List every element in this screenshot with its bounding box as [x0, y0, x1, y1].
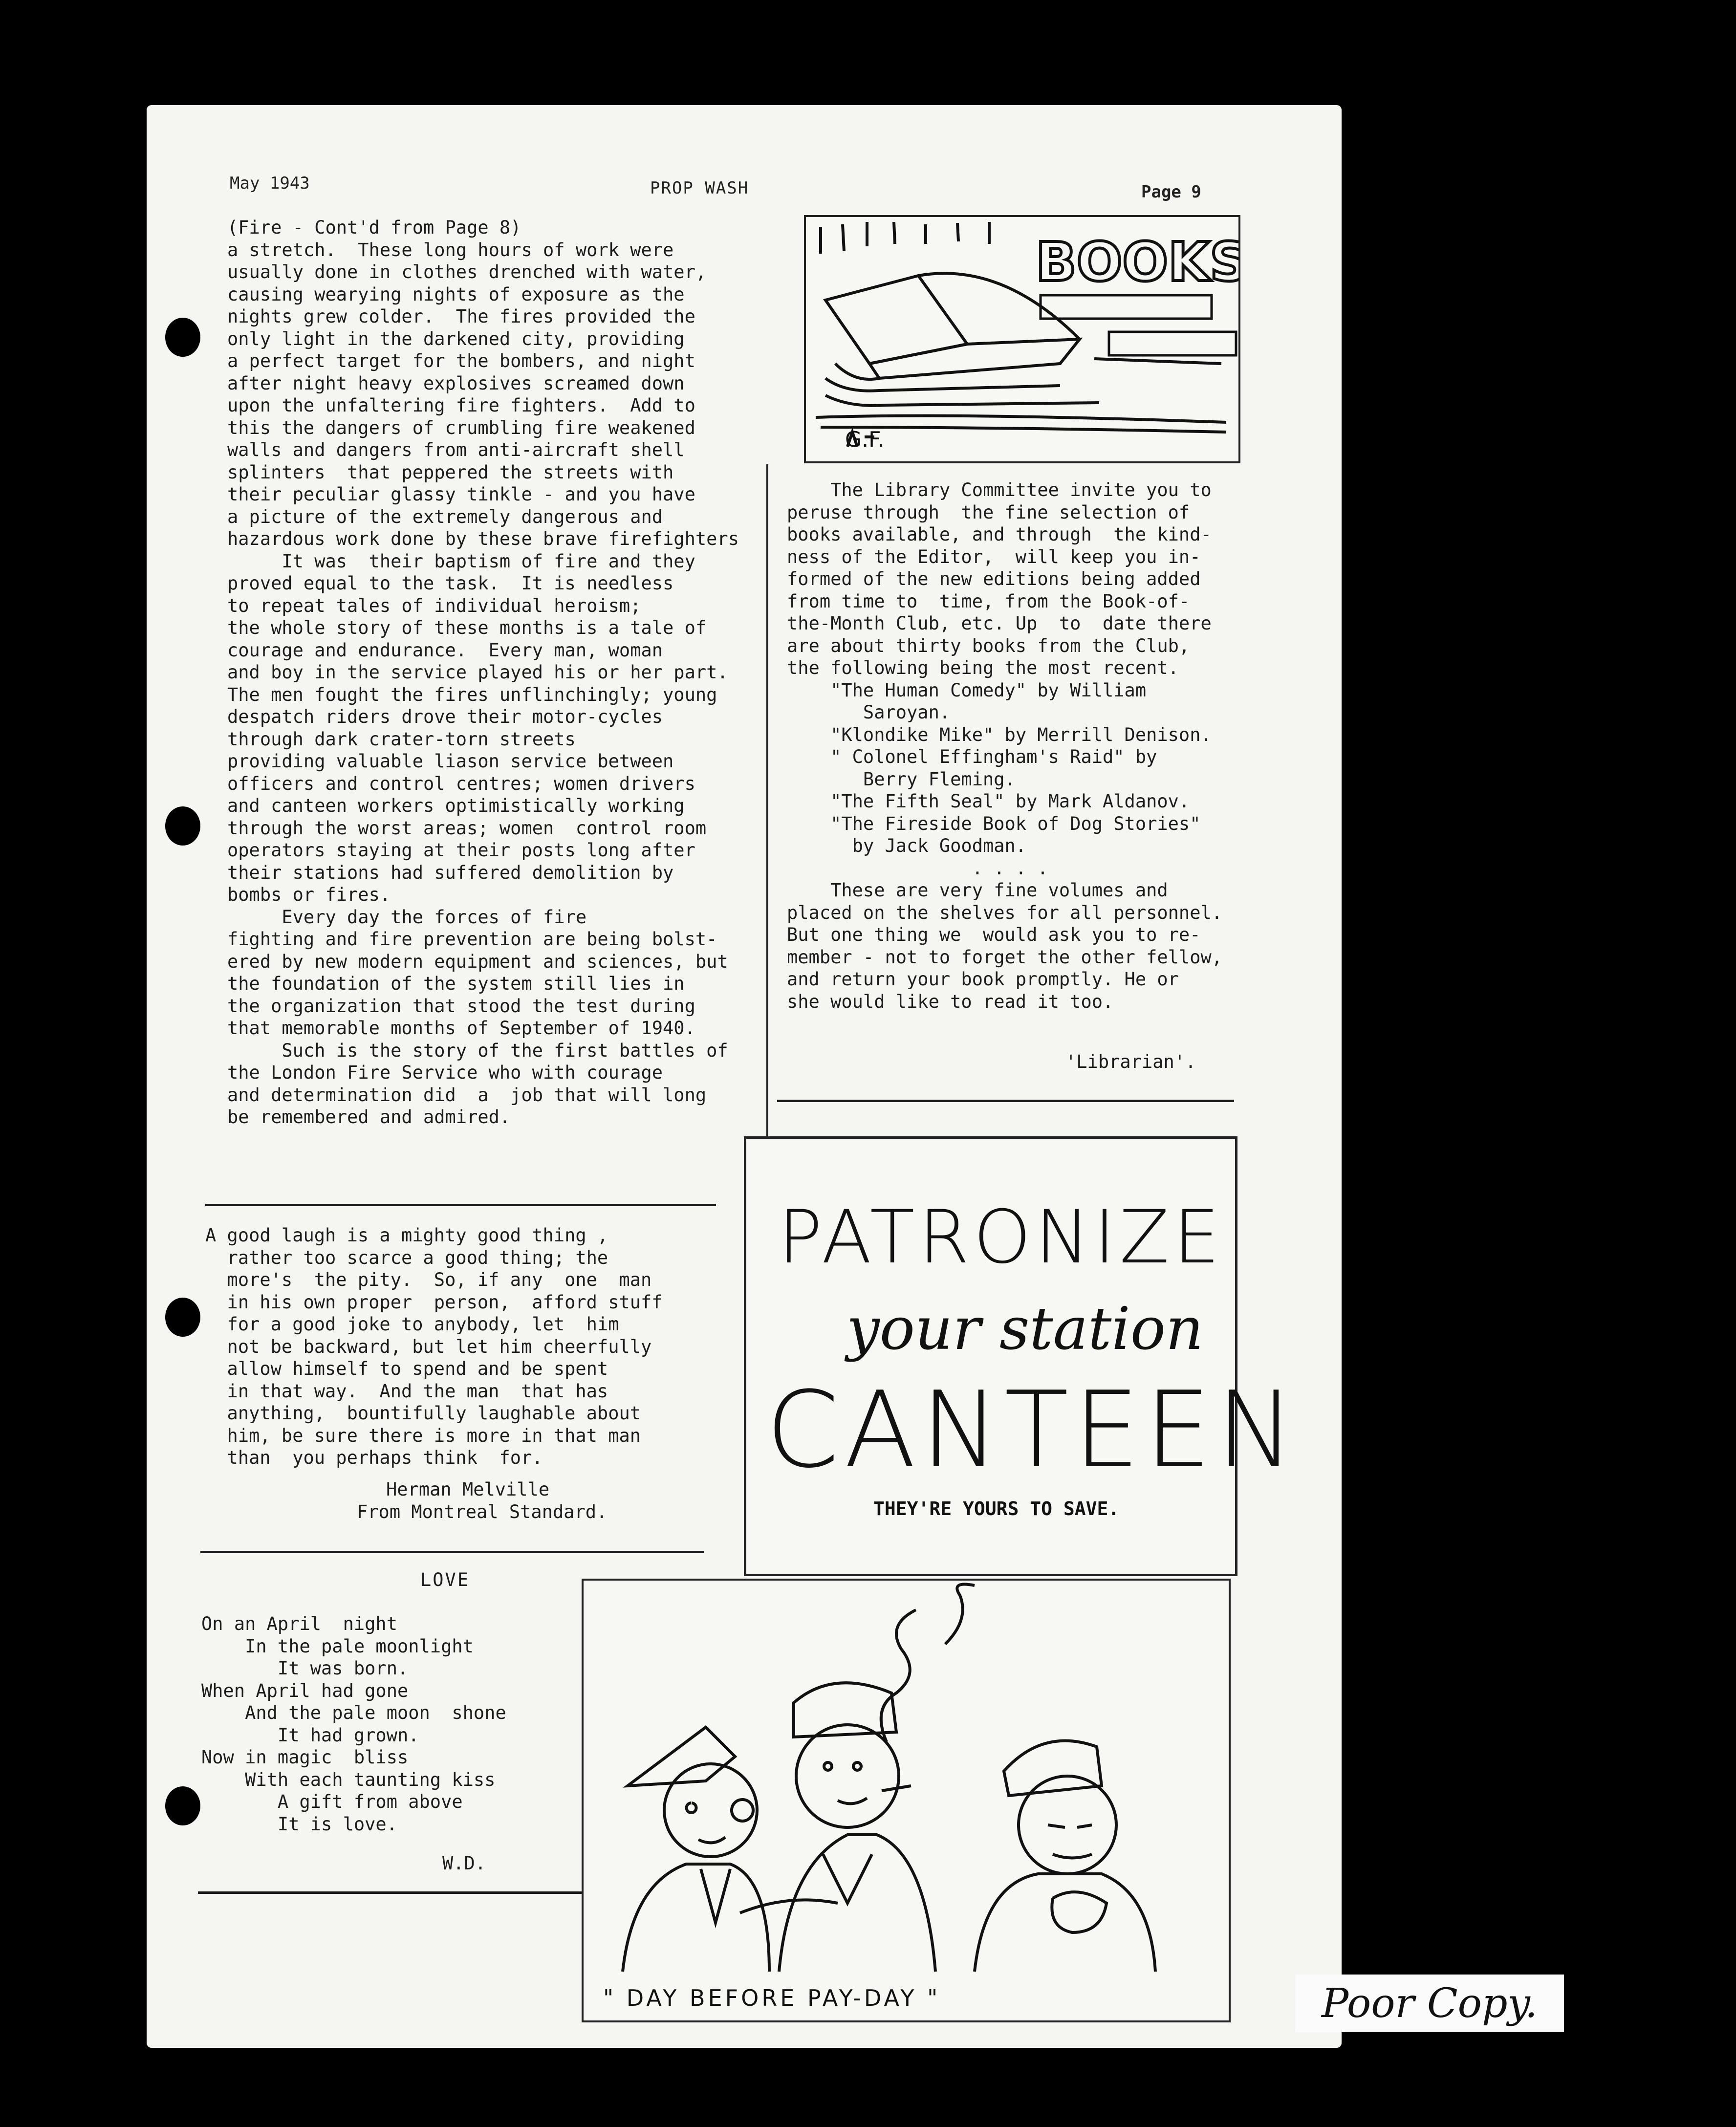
text-line: nights grew colder. The fires provided the [227, 306, 695, 327]
text-line: It was their baptism of fire and they [227, 550, 695, 572]
text-line: not be backward, but let him cheerfully [205, 1336, 652, 1357]
punch-hole [165, 318, 200, 357]
text-line: peruse through the fine selection of [787, 501, 1190, 523]
laugh-quote [205, 1224, 663, 1469]
text-line: for a good joke to anybody, let him [205, 1314, 619, 1335]
ad-script-line: your station [846, 1295, 1204, 1363]
text-line: than you perhaps think for. [205, 1447, 543, 1468]
text-line: It was born. [201, 1658, 409, 1679]
cartoon-drawing [584, 1581, 1229, 2020]
text-line: from time to time, from the Book-of- [787, 590, 1190, 612]
text-line: (Fire - Cont'd from Page 8) [227, 217, 521, 238]
text-line: These are very fine volumes and [787, 880, 1168, 901]
artist-initials: G.F. [845, 427, 885, 452]
text-line: their stations had suffered demolition by [227, 862, 674, 883]
text-line: a perfect target for the bombers, and night [227, 350, 695, 371]
text-line: the whole story of these months is a tale of [227, 617, 707, 638]
text-line: " Colonel Effingham's Raid" by [787, 746, 1157, 767]
text-line: through the worst areas; women control room [227, 817, 707, 839]
text-line: books available, and through the kind- [787, 524, 1212, 545]
text-line: to repeat tales of individual heroism; [227, 595, 641, 616]
text-line: It is love. [201, 1813, 397, 1835]
text-line: A good laugh is a mighty good thing , [205, 1225, 608, 1246]
text-line: courage and endurance. Every man, woman [227, 639, 663, 661]
text-line: bombs or fires. [227, 884, 391, 905]
poem-signature: W.D. [442, 1853, 486, 1874]
canteen-ad [744, 1136, 1300, 1576]
text-line: With each taunting kiss [201, 1769, 496, 1790]
books-lettering: BOOKS [1036, 231, 1238, 293]
text-line: ered by new modern equipment and sciences, but [227, 951, 728, 972]
text-line: proved equal to the task. It is needless [227, 573, 674, 594]
column-divider [804, 354, 806, 459]
text-line: only light in the darkened city, providing [227, 328, 685, 349]
cartoon-caption: " DAY BEFORE PAY-DAY " [603, 1985, 941, 2011]
text-line: upon the unfaltering fire fighters. Add to [227, 395, 695, 416]
text-line: that memorable months of September of 1940. [227, 1018, 695, 1039]
text-line: him, be sure there is more in that man [205, 1425, 641, 1446]
text-line: officers and control centres; women drivers [227, 773, 695, 794]
divider [777, 1100, 1234, 1102]
text-line: The men fought the fires unflinchingly; young [227, 684, 717, 705]
text-line: hazardous work done by these brave firefighters [227, 528, 739, 549]
poor-copy-stamp: Poor Copy. [1295, 1975, 1564, 2032]
text-line: and determination did a job that will long [227, 1084, 707, 1106]
text-line: in that way. And the man that has [205, 1380, 608, 1402]
text-line: formed of the new editions being added [787, 568, 1201, 589]
poem-title: LOVE [420, 1569, 470, 1590]
text-line: walls and dangers from anti-aircraft shell [227, 439, 685, 460]
text-line: by Jack Goodman. [787, 835, 1027, 856]
text-line: the foundation of the system still lies in [227, 973, 685, 994]
library-signature: 'Librarian'. [1065, 1051, 1196, 1072]
page-number: Page 9 [1141, 182, 1201, 202]
text-line: the-Month Club, etc. Up to date there [787, 613, 1212, 634]
text-line: causing wearying nights of exposure as the [227, 283, 685, 305]
text-line: operators staying at their posts long after [227, 840, 695, 861]
ad-tagline: THEY'RE YOURS TO SAVE. [873, 1498, 1120, 1519]
books-illustration [804, 215, 1240, 463]
text-line: It had grown. [201, 1724, 419, 1746]
text-line: "The Fireside Book of Dog Stories" [787, 813, 1201, 834]
text-line: . . . . [787, 857, 1048, 879]
newsletter-page [147, 105, 1342, 2048]
text-line: she would like to read it too. [787, 991, 1114, 1012]
text-line: their peculiar glassy tinkle - and you have [227, 484, 695, 505]
text-line: the organization that stood the test during [227, 995, 695, 1017]
text-line: "The Fifth Seal" by Mark Aldanov. [787, 791, 1190, 812]
text-line: placed on the shelves for all personnel. [787, 902, 1223, 923]
books-drawing [806, 217, 1238, 461]
text-line: "The Human Comedy" by William [787, 679, 1147, 701]
punch-hole [165, 1786, 200, 1825]
text-line: Every day the forces of fire [227, 906, 587, 928]
payday-cartoon [582, 1579, 1231, 2022]
text-line: In the pale moonlight [201, 1635, 474, 1657]
text-line: the London Fire Service who with courage [227, 1062, 663, 1083]
text-line: fighting and fire prevention are being bolst- [227, 929, 717, 950]
text-line: Berry Fleming. [787, 768, 1016, 790]
punch-hole [165, 1298, 200, 1337]
text-line: member - not to forget the other fellow, [787, 946, 1223, 968]
text-line: Saroyan. [787, 702, 951, 723]
text-line: a picture of the extremely dangerous and [227, 506, 663, 527]
text-line: are about thirty books from the Club, [787, 635, 1190, 656]
text-line: On an April night [201, 1613, 397, 1634]
issue-date: May 1943 [230, 174, 310, 193]
text-line: anything, bountifully laughable about [205, 1403, 641, 1424]
text-line: more's the pity. So, if any one man [205, 1269, 652, 1290]
text-line: and canteen workers optimistically working [227, 795, 685, 816]
ad-headline: PATRONIZE [778, 1195, 1224, 1280]
quote-source: From Montreal Standard. [357, 1501, 608, 1522]
fire-article [227, 217, 739, 1129]
text-line: The Library Committee invite you to [787, 479, 1212, 500]
newsletter-title: PROP WASH [650, 178, 749, 198]
ad-canteen: CANTEEN [766, 1368, 1300, 1491]
text-line: in his own proper person, afford stuff [205, 1291, 663, 1313]
text-line: providing valuable liason service between [227, 751, 674, 772]
divider [198, 1891, 638, 1894]
divider [200, 1551, 704, 1553]
text-line: ness of the Editor, will keep you in- [787, 546, 1201, 567]
poem-body [201, 1613, 506, 1835]
text-line: a stretch. These long hours of work were [227, 239, 674, 260]
library-notice [787, 479, 1222, 1013]
quote-author: Herman Melville [386, 1479, 550, 1500]
punch-hole [165, 806, 200, 846]
text-line: this the dangers of crumbling fire weakened [227, 417, 695, 438]
text-line: after night heavy explosives screamed down [227, 372, 685, 394]
divider [205, 1204, 716, 1206]
text-line: allow himself to spend and be spent [205, 1358, 608, 1379]
text-line: A gift from above [201, 1791, 463, 1812]
text-line: and boy in the service played his or her part. [227, 662, 728, 683]
text-line: splinters that peppered the streets with [227, 461, 674, 483]
text-line: When April had gone [201, 1680, 409, 1701]
text-line: But one thing we would ask you to re- [787, 924, 1201, 945]
text-line: be remembered and admired. [227, 1107, 511, 1128]
text-line: "Klondike Mike" by Merrill Denison. [787, 724, 1212, 745]
text-line: rather too scarce a good thing; the [205, 1247, 608, 1268]
column-divider [766, 464, 768, 1168]
text-line: despatch riders drove their motor-cycles [227, 706, 663, 727]
text-line: the following being the most recent. [787, 657, 1179, 678]
text-line: And the pale moon shone [201, 1702, 506, 1723]
text-line: through dark crater-torn streets [227, 728, 576, 750]
text-line: Now in magic bliss [201, 1747, 409, 1768]
text-line: and return your book promptly. He or [787, 969, 1179, 990]
text-line: usually done in clothes drenched with water, [227, 261, 707, 282]
text-line: Such is the story of the first battles of [227, 1040, 728, 1061]
